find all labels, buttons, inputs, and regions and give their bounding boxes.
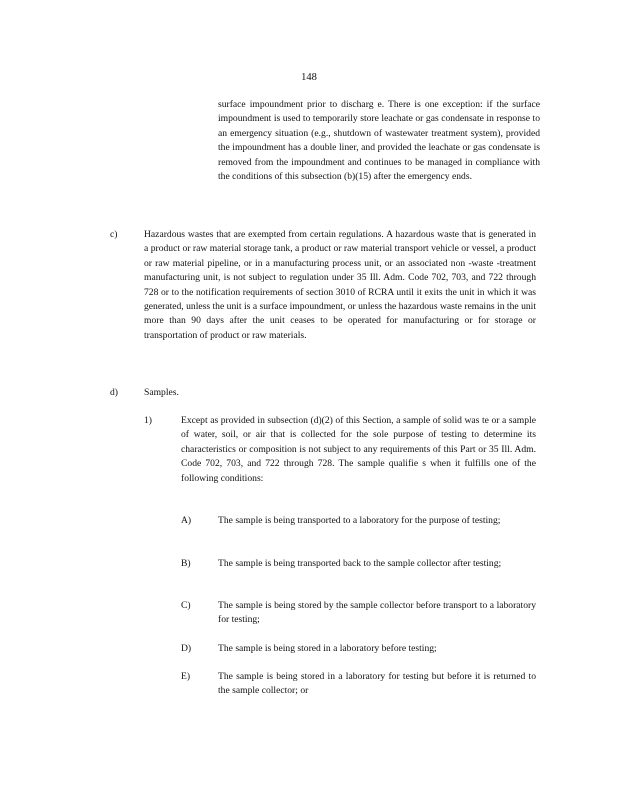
condition-b-text: The sample is being transported back to the sample collector after testing; xyxy=(218,558,502,569)
section-d-heading: Samples. xyxy=(144,387,179,398)
section-c-paragraph: Hazardous wastes that are exempted from certain regulations. A hazardous waste that is generated in a product or raw material storage tank, a product or raw material transport vehicle or vessel, a product or raw material pipeline, or in a manufacturing process unit, or an associated non -waste -treatment manufacturing unit, is not subject to regulation under 35 Ill. Adm. Code 702, 703, and 722 through 728 or to the notification requirements of section 3010 of RCRA until it exits the unit in which it was generated, unless the unit is a surface impoundment, or unless the hazardous waste remains in the unit more than 90 days after the unit ceases to be operated for manufacturing or for storage or transportation of product or raw materials. xyxy=(144,229,536,341)
section-d-label: d) xyxy=(110,387,118,398)
condition-c-label: C) xyxy=(181,600,191,611)
intro-paragraph: surface impoundment prior to discharg e. There is one exception: if the surface impoundment is used to temporarily store leachate or gas condensate in response to an emergency situation (e.g., shutdown of wastewater treatment system), provided the impoundment has a double liner, and provided the leachate or gas condensate is removed from the impoundment and continues to be managed in compliance with the conditions of this subsection (b)(15) after the emergency ends. xyxy=(218,99,540,183)
condition-a-label: A) xyxy=(181,515,192,526)
condition-e-text: The sample is being stored in a laboratory for testing but before it is returned to the sample collector; or xyxy=(218,671,536,697)
condition-d-label: D) xyxy=(181,643,192,654)
condition-d-text: The sample is being stored in a laboratory before testing; xyxy=(218,643,437,654)
condition-c-text: The sample is being stored by the sample collector before transport to a laboratory for testing; xyxy=(218,600,536,626)
page-number: 148 xyxy=(301,72,317,83)
section-c-label: c) xyxy=(110,229,118,240)
item-1-paragraph: Except as provided in subsection (d)(2) of this Section, a sample of solid was te or a sample of water, soil, or air that is collected for the sole purpose of testing to determine its characteristics or composition is not subject to any requirements of this Part or 35 Ill. Adm. Code 702, 703, and 722 through 728. The sample qualifie s when it fulfills one of the following conditions: xyxy=(181,415,536,484)
condition-e-label: E) xyxy=(181,671,191,682)
item-1-label: 1) xyxy=(144,415,152,426)
condition-b-label: B) xyxy=(181,558,191,569)
condition-a-text: The sample is being transported to a laboratory for the purpose of testing; xyxy=(218,515,501,526)
